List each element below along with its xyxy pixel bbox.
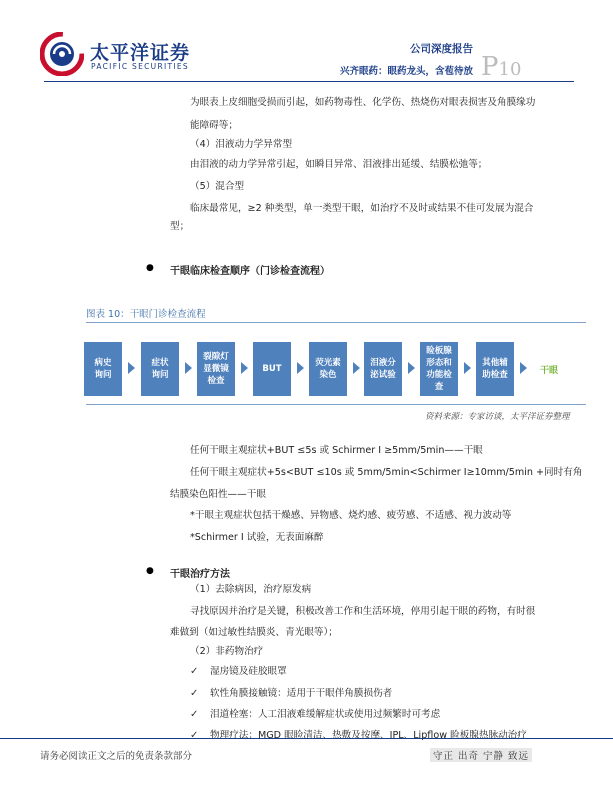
flow-step-schirmer: [364, 342, 402, 396]
paragraph-line: 寻找原因并治疗是关键，积极改善工作和生活环境，停用引起干眼的药物，有时很: [190, 606, 536, 617]
section-title: 干眼治疗方法: [170, 569, 230, 580]
flow-arrow-icon: [464, 362, 471, 374]
flow-step-label: 查: [434, 382, 444, 392]
flow-step-label: 功能检: [426, 370, 452, 380]
flow-step-label: 询问: [151, 370, 169, 380]
paragraph-line: 由泪液的动力学异常引起，如瞬目异常、泪液排出延缓、结膜松弛等；: [190, 159, 488, 170]
criteria-line: 任何干眼主观症状+5s<BUT ≤10s 或 5mm/5min<Schirmer Ⅰ≥10mm/5min +同时有角: [190, 467, 583, 478]
section-title: 干眼临床检查顺序（门诊检查流程）: [170, 266, 330, 277]
flow-step-label: 睑板腺: [426, 346, 452, 356]
flow-step-history: [84, 342, 122, 396]
flow-arrow-icon: [408, 362, 415, 374]
figure-bottom-rule: [86, 404, 586, 405]
flow-step-label: 荧光素: [315, 358, 341, 368]
paragraph-line: 难做到（如过敏性结膜炎、青光眼等）；: [170, 627, 338, 638]
check-icon: ✓: [190, 709, 199, 720]
criteria-note: *干眼主观症状包括干燥感、异物感、烧灼感、疲劳感、不适感、视力波动等: [190, 510, 512, 521]
page-number-value: 10: [498, 59, 522, 80]
flow-step-label: 病史: [94, 358, 112, 368]
bullet-icon: ●: [146, 263, 154, 273]
check-icon: ✓: [190, 666, 199, 677]
logo-text-en: PACIFIC SECURITIES: [91, 62, 189, 71]
report-title: 兴齐眼药：眼药龙头，含苞待放: [340, 66, 474, 77]
flow-arrow-icon: [241, 362, 248, 374]
flow-arrow-icon: [353, 362, 360, 374]
list-item: 物理疗法：MGD 眼睑清洁、热敷及按摩、IPL、Lipflow 睑板腺热脉动治疗: [210, 730, 527, 741]
footer-divider: [0, 738, 613, 739]
check-icon: ✓: [190, 730, 199, 741]
logo-text-cn: 太平洋证券: [90, 42, 191, 64]
page-prefix: P: [481, 52, 499, 82]
paragraph-line: 临床最常见，≥2 种类型，单一类型干眼，如治疗不及时或结果不佳可发展为混合: [190, 203, 534, 214]
flow-step-other: [476, 342, 514, 396]
list-item: 湿房镜及硅胶眼罩: [210, 666, 287, 677]
footer-disclaimer: 请务必阅读正文之后的免责条款部分: [40, 751, 193, 762]
header-divider: [44, 81, 574, 82]
flow-step-label: 泪液分: [370, 358, 396, 368]
company-logo-icon: [40, 32, 84, 76]
flow-arrow-icon: [185, 362, 192, 374]
figure-source: 资料来源：专家访谈，太平洋证券整理: [425, 412, 570, 422]
footer-motto: 守正 出奇 宁静 致远: [430, 748, 532, 762]
paragraph-line: 能障碍等；: [190, 120, 238, 131]
flow-step-label: 症状: [151, 358, 169, 368]
list-item: 软性角膜接触镜：适用于干眼伴角膜损伤者: [210, 688, 393, 699]
flow-step-meibomian: [420, 342, 458, 396]
flow-step-symptoms: [141, 342, 179, 396]
flow-step-label: 染色: [319, 370, 337, 380]
flow-step-label: 询问: [94, 370, 112, 380]
flow-arrow-icon: [520, 362, 527, 374]
flow-step-label: 其他辅: [482, 358, 508, 368]
report-type: 公司深度报告: [410, 43, 473, 55]
flow-arrow-icon: [128, 362, 135, 374]
flow-step-label: 助检查: [482, 370, 508, 380]
flow-arrow-icon: [297, 362, 304, 374]
paragraph-line: 为眼表上皮细胞受损而引起，如药物毒性、化学伤、热烧伤对眼表损害及角膜缘功: [190, 97, 536, 108]
flow-end-label: 干眼: [540, 366, 559, 376]
subheading: （5）混合型: [190, 181, 245, 192]
check-icon: ✓: [190, 688, 199, 699]
flow-step-but: [253, 342, 291, 396]
flow-step-label: 形态和: [426, 358, 452, 368]
flow-step-label: 显微镜: [203, 364, 229, 374]
criteria-line: 任何干眼主观症状+BUT ≤5s 或 Schirmer Ⅰ ≥5mm/5min——干眼: [190, 445, 483, 456]
flow-step-fluorescein: [309, 342, 347, 396]
page-number: [481, 52, 521, 82]
list-item: 泪道栓塞：人工泪液难缓解症状或使用过频繁时可考虑: [210, 709, 441, 720]
figure-title: 图表 10：干眼门诊检查流程: [86, 309, 206, 320]
subheading: （2）非药物治疗: [190, 646, 264, 657]
bullet-icon: ●: [146, 566, 154, 576]
paragraph-line: 型；: [170, 221, 190, 232]
subheading: （1）去除病因，治疗原发病: [190, 584, 312, 595]
flow-step-label: 裂隙灯: [203, 352, 229, 362]
flow-step-slit-lamp: [197, 342, 235, 396]
subheading: （4）泪液动力学异常型: [190, 139, 293, 150]
figure-top-rule: [86, 322, 586, 323]
flow-step-label: 泌试验: [370, 370, 396, 380]
criteria-line: 结膜染色阳性——干眼: [170, 489, 266, 500]
flow-step-label: 检查: [207, 376, 225, 386]
criteria-note: *Schirmer Ⅰ 试验，无表面麻醉: [190, 532, 324, 543]
flow-step-label: BUT: [262, 364, 282, 374]
